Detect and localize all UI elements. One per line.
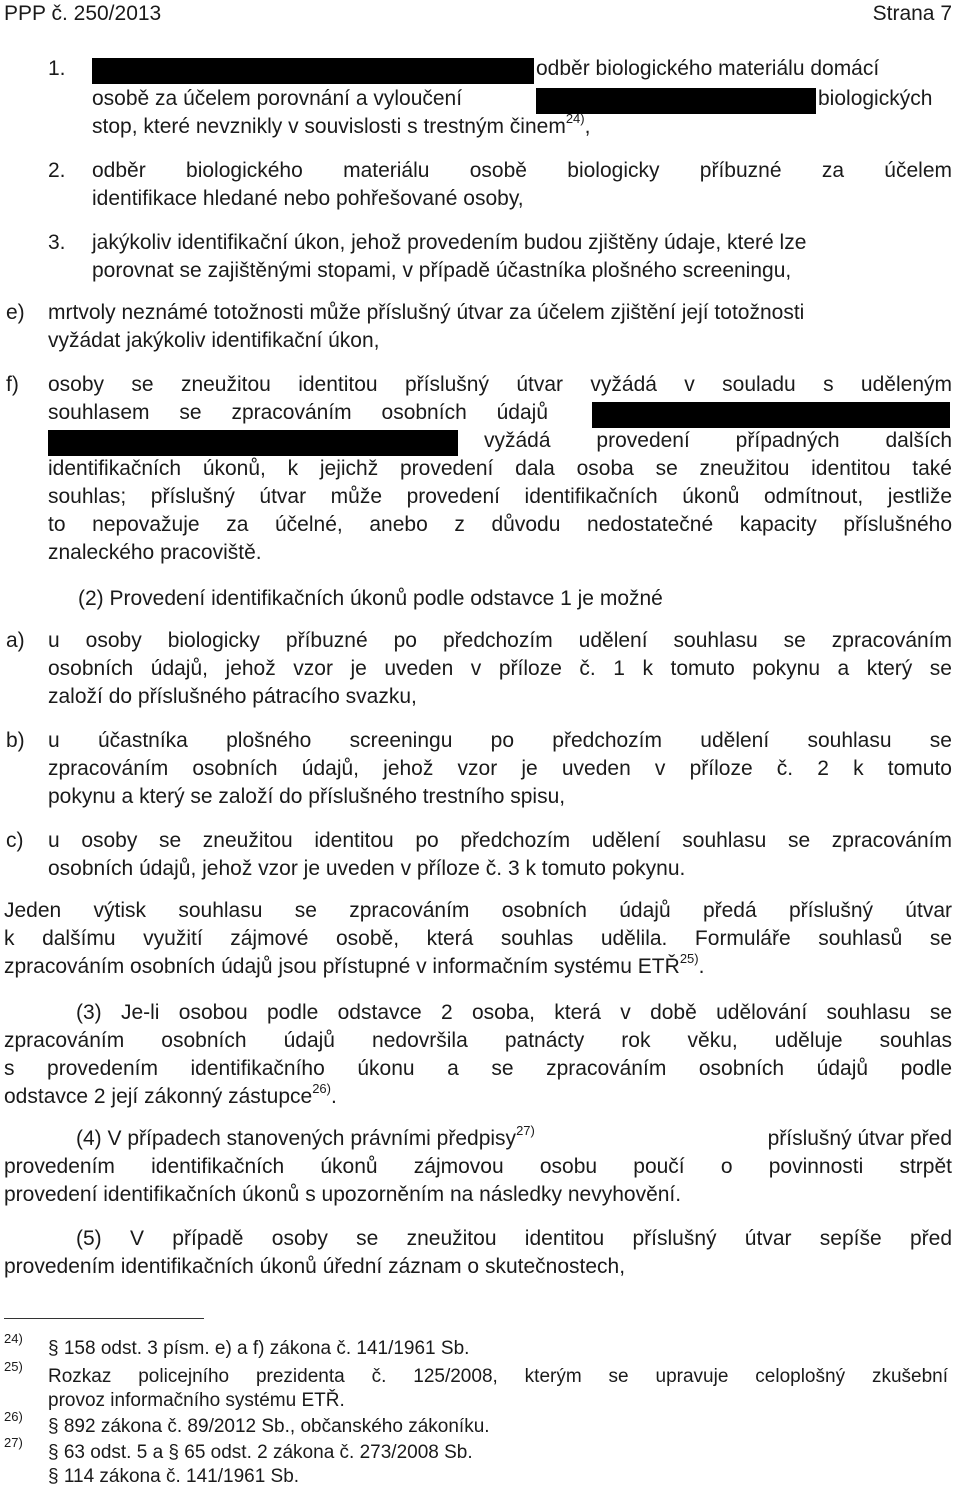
a-line1: u osoby biologicky příbuzné po předchozím udělení souhlasu se zpracováním (48, 629, 952, 652)
item-label-e: e) (6, 301, 25, 324)
b-line2: zpracováním osobních údajů, jehož vzor je uveden v příloze č. 2 k tomuto (48, 757, 952, 780)
paragraph-3-line2: zpracováním osobních údajů nedovršila patnácty rok věku, uděluje souhlas (4, 1029, 952, 1052)
item1-line3: stop, které nevznikly v souvislosti s trestným činem$^{24)}$, (92, 111, 591, 138)
item-number-1: 1. (48, 57, 66, 80)
paragraph-3-line1: (3) Je-li osobou podle odstavce 2 osoba, která v době udělování souhlasu se (76, 1001, 952, 1024)
e-line2: vyžádat jakýkoliv identifikační úkon, (48, 329, 380, 352)
item2-line1: odběr biologického materiálu osobě biologicky příbuzné za účelem (92, 159, 952, 182)
item3-line2: porovnat se zajištěnými stopami, v případě účastníka plošného screeningu, (92, 259, 792, 282)
paragraph-5-line2: provedením identifikačních úkonů úřední záznam o skutečnostech, (4, 1255, 626, 1278)
item-number-3: 3. (48, 231, 66, 254)
item-label-b: b) (6, 729, 25, 752)
footnote-text-continued: § 114 zákona č. 141/1961 Sb. (48, 1466, 300, 1487)
footnote-text: § 158 odst. 3 písm. e) a f) zákona č. 141/1961 Sb. (48, 1338, 470, 1359)
paragraph-4-line1: (4) V případech stanovených právními předpisy$^{27)}$ (76, 1123, 535, 1150)
f-line5: souhlas; příslušný útvar může provedení identifikačních úkonů odmítnout, jestliže (48, 485, 952, 508)
f-line3: vyžádá provedení případných dalších (484, 429, 952, 452)
footnote-text-continued: provoz informačního systému ETŘ. (48, 1390, 345, 1411)
page-header-left: PPP č. 250/2013 (4, 2, 162, 25)
item1-line2a: osobě za účelem porovnání a vyloučení (92, 87, 463, 110)
redaction-block (592, 402, 950, 428)
item-label-f: f) (6, 373, 19, 396)
paragraph-4-line3: provedení identifikačních úkonů s upozorněním na následky nevyhovění. (4, 1183, 682, 1206)
f-line7: znaleckého pracoviště. (48, 541, 262, 564)
a-line3: založí do příslušného pátracího svazku, (48, 685, 417, 708)
item-number-2: 2. (48, 159, 66, 182)
item1-line1: odběr biologického materiálu domácí (536, 57, 880, 80)
item-label-a: a) (6, 629, 25, 652)
item3-line1: jakýkoliv identifikační úkon, jehož provedením budou zjištěny údaje, které lze (92, 231, 807, 254)
item1-line2b: biologických (818, 87, 933, 110)
footnote-number: 27) (4, 1435, 23, 1450)
f-line4: identifikačních úkonů, k jejichž provedení dala osoba se zneužitou identitou také (48, 457, 952, 480)
paragraph-2-intro: (2) Provedení identifikačních úkonů podle odstavce 1 je možné (78, 587, 663, 610)
footnote-text: § 63 odst. 5 a § 65 odst. 2 zákona č. 273/2008 Sb. (48, 1442, 473, 1463)
redaction-block (92, 58, 534, 84)
b-line1: u účastníka plošného screeningu po předchozím udělení souhlasu se (48, 729, 952, 752)
f-line6: to nepovažuje za účelné, anebo z důvodu nedostatečné kapacity příslušného (48, 513, 952, 536)
page-number: Strana 7 (872, 2, 952, 25)
redaction-block (48, 430, 458, 456)
b-line3: pokynu a který se založí do příslušného trestního spisu, (48, 785, 566, 808)
a-line2: osobních údajů, jehož vzor je uveden v příloze č. 1 k tomuto pokynu a který se (48, 657, 952, 680)
f-line2: souhlasem se zpracováním osobních údajů (48, 401, 548, 424)
item-label-c: c) (6, 829, 24, 852)
c-line2: osobních údajů, jehož vzor je uveden v příloze č. 3 k tomuto pokynu. (48, 857, 686, 880)
e-line1: mrtvoly neznámé totožnosti může příslušný útvar za účelem zjištění její totožnosti (48, 301, 805, 324)
c-line1: u osoby se zneužitou identitou po předchozím udělení souhlasu se zpracováním (48, 829, 952, 852)
footnote-number: 24) (4, 1331, 23, 1346)
consent-para-line3: zpracováním osobních údajů jsou přístupné v informačním systému ETŘ$^{25)}$. (4, 951, 705, 978)
footnote-text: § 892 zákona č. 89/2012 Sb., občanského zákoníku. (48, 1416, 490, 1437)
item2-line2: identifikace hledané nebo pohřešované osoby, (92, 187, 524, 210)
consent-para-line2: k dalšímu využití zájmové osobě, která souhlas udělila. Formuláře souhlasů se (4, 927, 952, 950)
paragraph-5-line1: (5) V případě osoby se zneužitou identitou příslušný útvar sepíše před (76, 1227, 952, 1250)
footnote-number: 26) (4, 1409, 23, 1424)
paragraph-4-line1-end: příslušný útvar před (767, 1127, 952, 1150)
consent-para-line1: Jeden výtisk souhlasu se zpracováním osobních údajů předá příslušný útvar (4, 899, 952, 922)
paragraph-3-line4: odstavce 2 její zákonný zástupce$^{26)}$. (4, 1081, 337, 1108)
footnote-separator (4, 1318, 204, 1319)
f-line1: osoby se zneužitou identitou příslušný útvar vyžádá v souladu s uděleným (48, 373, 952, 396)
paragraph-4-line2: provedením identifikačních úkonů zájmovou osobu poučí o povinnosti strpět (4, 1155, 952, 1178)
paragraph-3-line3: s provedením identifikačního úkonu a se zpracováním osobních údajů podle (4, 1057, 952, 1080)
footnote-text: Rozkaz policejního prezidenta č. 125/2008, kterým se upravuje celoplošný zkušební (48, 1366, 948, 1387)
footnote-number: 25) (4, 1359, 23, 1374)
